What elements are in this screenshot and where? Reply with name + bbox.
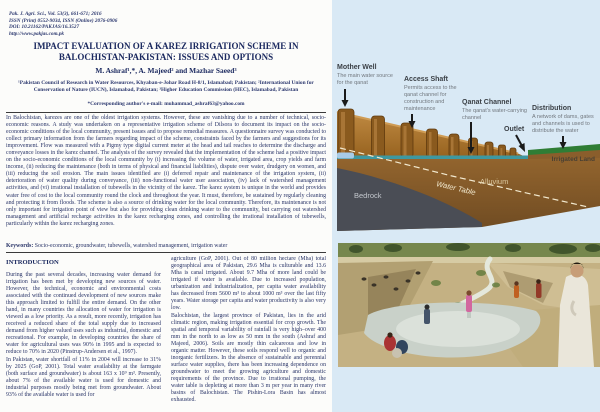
water-table-label: Water Table xyxy=(435,179,477,197)
body-column-right xyxy=(171,256,326,412)
journal-citation: Pak. J. Agri. Sci., Vol. 53(3), 661-671; 2016 xyxy=(9,11,102,17)
svg-text:Permits access to the: Permits access to the xyxy=(404,85,457,91)
article-affiliations: ¹Pakistan Council of Research in Water Resources, Khyaban-e-Johar Road H-8/1, Islamabad; Pakistan; ²International Union for Conservation of Nature (IUCN), Islamabad, Pakistan; ³Higher Education Commission (HEC), Islamabad, Pakistan xyxy=(18,80,314,93)
intro-paragraph: In Pakistan, water shortfall of 11% in 2004 will increase to 31% by 2025 (GoP, 2001). Total water availability at the farmgate (both surface and groundwater) is about 163 x 10⁹ m³. Presently, about 7% of the available water is used for domestic and industrial purposes mostly being met from groundwater. About 93% of the available water is used for xyxy=(6,357,161,398)
article-authors: M. Ashraf¹,*, A. Majeed² and Mazhar Saeed³ xyxy=(95,66,237,75)
svg-text:construction and: construction and xyxy=(404,99,445,105)
svg-text:The main water source: The main water source xyxy=(337,73,393,79)
abstract-text: In Balochistan, karezes are one of the oldest irrigation systems. However, these are vanishing due to a number of technical, socio-economic reasons. A study was undertaken on a representative irrigation scheme of Dilsora to document its impact on the socio-economic conditions of the local community, present issues and to propose remedial measures. A questionnaire survey was conducted to collect primary information from the farmers regarding impact of the scheme, constraints faced by the farmers and suggestions for its improvement. Flow was measured with a Pigmy type digital current meter at the head and tail reaches to determine the discharge and conveyance losses in the karez channel. The analysis of the survey revealed that the implementation of the scheme had a positive impact on the socio-economic conditions of the local community by (i) increasing the volume of water, irrigated area, crop yields and farm income, (ii) reducing the maintenance (both in terms of physical and financial liabilities), dispute over water, drudgery on women, and (iii) reducing the soil erosion. The main issues identified are (i) deferred repair and maintenance of the irrigation system, (ii) deterioration of water quality during conveyance, (iii) non-functional water user association, (iv) lack of watershed management activities, and (vi) irrational installation of tubewells in the vicinity of the karez. The karez system is unique in the world and provides water free of cost to the local community round the clock and throughout the year. It must, therefore, be sustained by regularly cleaning and protecting it from floods. The scheme is also a source of drinking water for the local community. Therefore, its maintenance is not only important for irrigation point of view but also for providing clean drinking water to the community, but carrying out watershed management and artificial recharge activities in the karez recharging zones, and controlling the irrational installation of tubewells, particularly within the karez recharging zones. xyxy=(6,115,326,227)
shaft xyxy=(372,116,385,157)
diagonal-arrow-icon xyxy=(516,135,525,152)
mother-well-pool xyxy=(337,153,354,159)
svg-text:Distribution: Distribution xyxy=(532,105,572,112)
intro-paragraph: During the past several decades, increasing water demand for irrigation has been met by developing new sources of water. However, the technical, economic and environmental costs associated with the continued development of new sources make this approach limited to fulfill the entire demand. On the other hand, in many countries the allocation of water for irrigation is viewed as a low priority. As a result, more recently, irrigation has received a reduced share of the total supply due to increased demand from higher valued uses such as industrial, domestic and recreational. For example, in developing countries the share of water for agricultural uses was 90% in 1995 and is expected to reduce to 70% in 2020 (Pinstrup-Andersen et al., 1997). xyxy=(6,272,161,355)
introduction-heading: INTRODUCTION xyxy=(6,259,59,266)
svg-text:A network of dams, gates: A network of dams, gates xyxy=(532,114,594,120)
svg-text:and channels is used to: and channels is used to xyxy=(532,121,590,127)
abstract-top-rule xyxy=(6,112,326,113)
two-column-body xyxy=(6,256,326,412)
svg-text:qanat channel for: qanat channel for xyxy=(404,92,447,98)
alluvium-label: Alluvium xyxy=(480,177,509,186)
svg-text:channel: channel xyxy=(462,115,482,121)
body-column-left xyxy=(6,256,161,412)
svg-text:Access Shaft: Access Shaft xyxy=(404,76,448,83)
journal-header xyxy=(9,11,117,37)
karez-photo xyxy=(338,243,600,367)
shaft xyxy=(401,123,413,157)
article-title: IMPACT EVALUATION OF A KAREZ IRRIGATION SCHEME IN BALOCHISTAN-PAKISTAN: ISSUES AND OPTIONS xyxy=(33,41,299,62)
svg-text:The qanat's water-carrying: The qanat's water-carrying xyxy=(462,108,527,114)
down-arrow-icon xyxy=(342,89,349,107)
keywords-line xyxy=(6,243,326,253)
keywords-list: Socio-economic, groundwater, tubewells, watershed management, irrigation water xyxy=(33,243,228,249)
svg-text:maintenance: maintenance xyxy=(404,106,436,112)
svg-text:Mother Well: Mother Well xyxy=(337,64,377,71)
shaft xyxy=(449,134,459,157)
svg-text:for the qanat: for the qanat xyxy=(337,80,368,86)
irrigated-land-label: Irrigated Land xyxy=(551,156,595,163)
journal-url[interactable]: http://www.pakjas.com.pk xyxy=(9,30,65,37)
photo-boy-left xyxy=(424,305,430,325)
qanat-water-channel xyxy=(337,156,528,160)
journal-issn: ISSN (Print) 0552-9034, ISSN (Online) 2076-0906 xyxy=(9,17,118,24)
svg-text:Qanat Channel: Qanat Channel xyxy=(462,99,512,106)
figure-panel xyxy=(332,0,600,412)
distribution-label xyxy=(532,105,594,149)
keywords-label: Keywords: xyxy=(6,243,34,249)
svg-text:Outlet: Outlet xyxy=(504,126,525,133)
access-shaft-label xyxy=(404,76,457,128)
svg-text:distribute the water: distribute the water xyxy=(532,128,579,134)
corresponding-author-email: *Corresponding author's e-mail: muhammad_ashraf63@yahoo.com xyxy=(87,101,245,107)
intro-paragraph: Balochistan, the largest province of Pakistan, lies in the arid climatic region, making irrigation essential for crop growth. The spatial and temporal variability of rainfall is very high–over 400 mm in the north to as low as 50 mm in the south (Ashraf and Majeed, 2006). Soils are mostly thin calcareous and low in organic matter. However, these soils respond well to organic and inorganic fertilizers. In the absence of sustainable and perennial surface water supplies, there has been increasing dependence on groundwater to meet the growing agriculture and domestic requirements of the province. Due to irrational pumping, the water table is depleting at more than 3 m per year in many river basins of Balochistan. The Pishin-Lora Basin has almost exhausted. xyxy=(171,313,326,403)
intro-paragraph: agriculture (GoP, 2001). Out of 80 million hectare (Mha) total geographical area of Pakistan, 29.6 Mha is culturable and 13.6 Mha is canal irrigated. About 9.7 Mha of more land could be irrigated if water is available. Due to increased population, urbanization and industrialization, per capita water availability has decreased from 5600 m³ to about 1000 m³ over the last fifty years. Water storage per capita and water productivity is also very low. xyxy=(171,256,326,311)
bedrock-label: Bedrock xyxy=(354,191,382,200)
qanat-diagram xyxy=(332,0,600,240)
journal-doi: DOI: 10.21162/PAKJAS/16.3527 xyxy=(9,24,80,30)
mother-well-label xyxy=(337,64,393,107)
photo-path-strip xyxy=(338,257,600,263)
mother-well-shaft xyxy=(338,109,354,157)
shaft xyxy=(427,129,438,157)
photo-pool-highlight xyxy=(396,311,520,347)
